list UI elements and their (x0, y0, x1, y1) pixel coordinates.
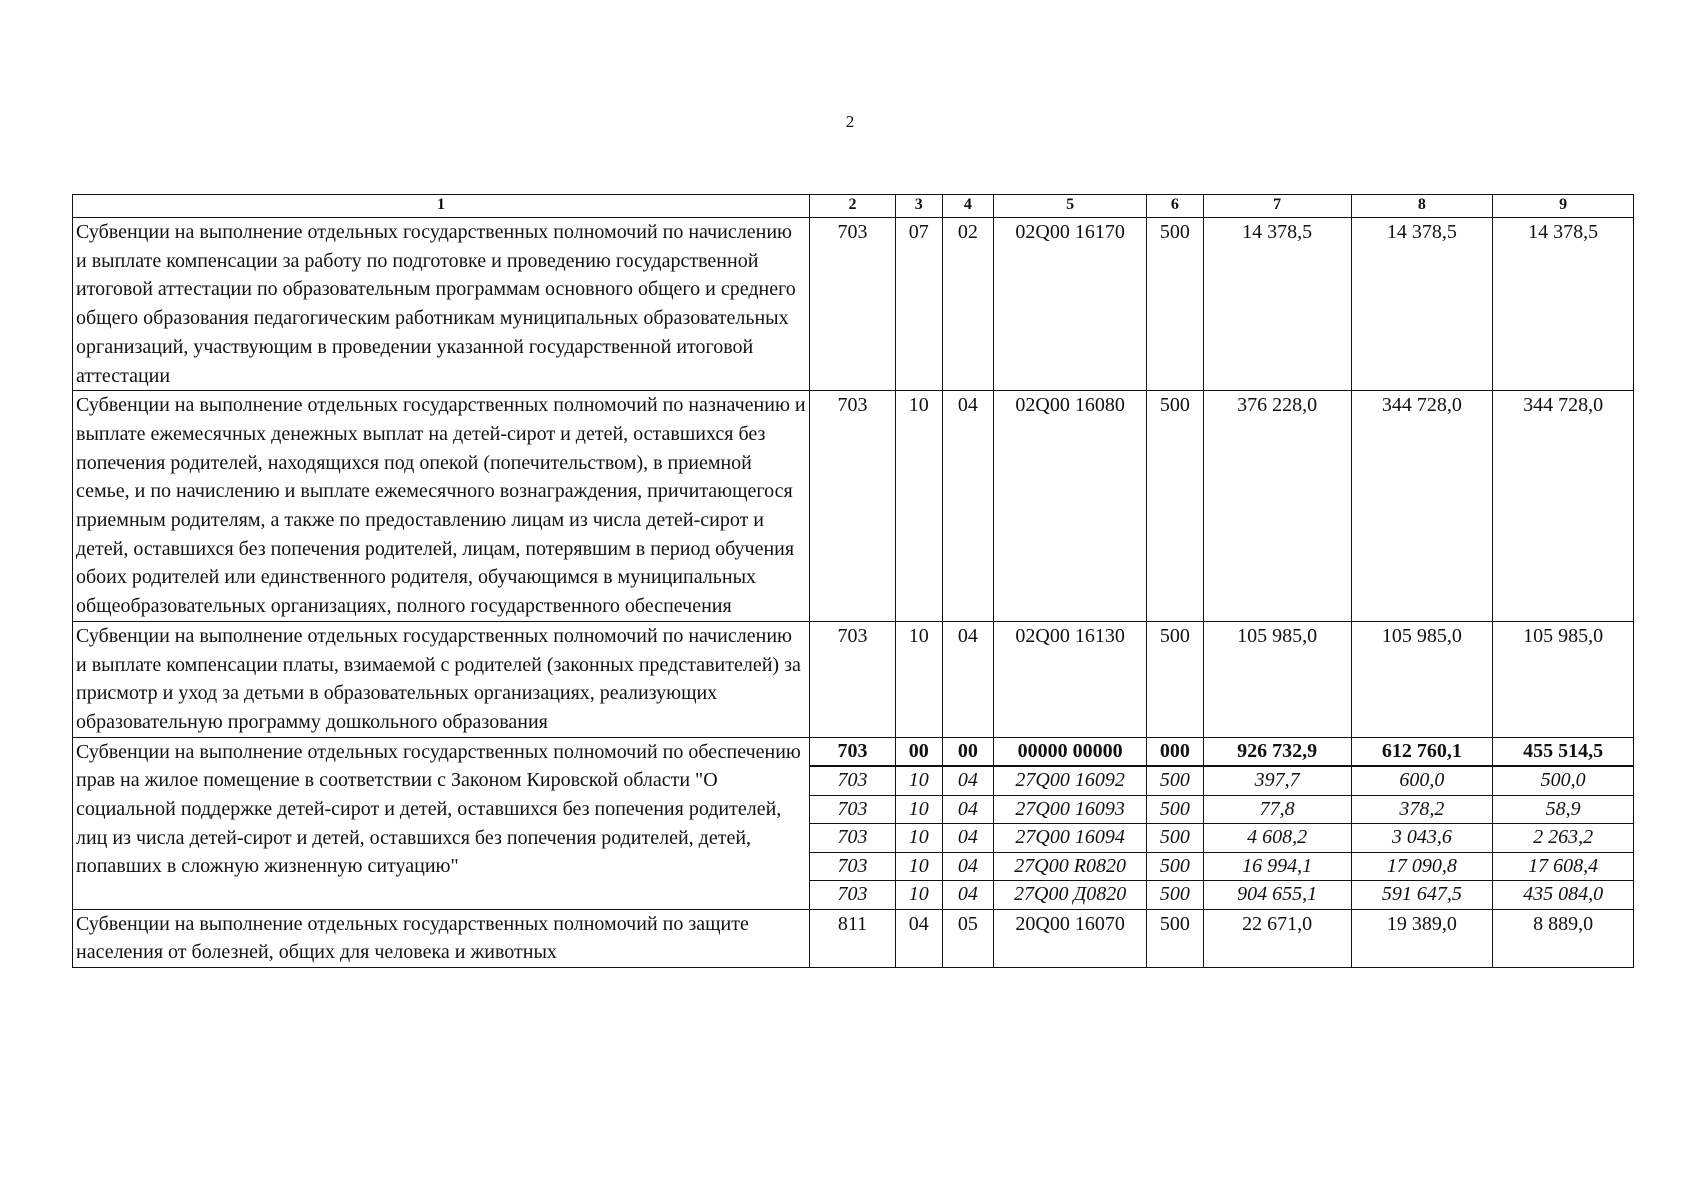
cell-ministry: 703 (809, 852, 895, 881)
cell-subsection: 04 (942, 391, 994, 622)
cell-section: 07 (896, 218, 943, 391)
group-total-row (73, 737, 1634, 766)
cell-target: 27Q00 16094 (994, 824, 1147, 853)
group-description: Субвенции на выполнение отдельных государственных полномочий по обеспечению прав на жилое помещение в соответствии с Законом Кировской области "О социальной поддержке детей-сирот и детей, оставшихся без попечения родителей, лиц из числа детей-сирот и детей, оставшихся без попечения родителей, детей, попавших в сложную жизненную ситуацию" (73, 737, 810, 909)
row-description: Субвенции на выполнение отдельных государственных полномочий по защите населения от болезней, общих для человека и животных (73, 909, 810, 967)
cell-subsection: 04 (942, 824, 994, 853)
table-row (73, 621, 1634, 737)
cell-amount-2: 600,0 (1351, 766, 1493, 795)
cell-amount-3: 14 378,5 (1493, 218, 1634, 391)
cell-amount-1: 16 994,1 (1203, 852, 1351, 881)
cell-target: 27Q00 16092 (994, 766, 1147, 795)
cell-amount-3: 8 889,0 (1493, 909, 1634, 967)
cell-section: 00 (896, 737, 943, 766)
cell-section: 10 (896, 824, 943, 853)
cell-amount-2: 591 647,5 (1351, 881, 1493, 910)
header-cell: 4 (942, 195, 994, 218)
cell-ministry: 703 (809, 881, 895, 910)
cell-amount-3: 17 608,4 (1493, 852, 1634, 881)
cell-target: 27Q00 16093 (994, 795, 1147, 824)
cell-amount-1: 14 378,5 (1203, 218, 1351, 391)
header-cell: 3 (896, 195, 943, 218)
cell-section: 10 (896, 795, 943, 824)
cell-expense-type: 500 (1147, 391, 1204, 622)
cell-target: 02Q00 16080 (994, 391, 1147, 622)
cell-amount-1: 376 228,0 (1203, 391, 1351, 622)
cell-subsection: 04 (942, 795, 994, 824)
cell-amount-1: 397,7 (1203, 766, 1351, 795)
cell-section: 10 (896, 391, 943, 622)
cell-expense-type: 500 (1147, 824, 1204, 853)
cell-expense-type: 500 (1147, 881, 1204, 910)
header-cell: 1 (73, 195, 810, 218)
cell-subsection: 04 (942, 766, 994, 795)
cell-amount-2: 378,2 (1351, 795, 1493, 824)
table-row (73, 391, 1634, 622)
header-row (73, 195, 1634, 218)
cell-amount-2: 612 760,1 (1351, 737, 1493, 766)
cell-subsection: 04 (942, 852, 994, 881)
cell-section: 10 (896, 621, 943, 737)
cell-ministry: 703 (809, 391, 895, 622)
cell-subsection: 02 (942, 218, 994, 391)
cell-target: 02Q00 16170 (994, 218, 1147, 391)
cell-amount-3: 344 728,0 (1493, 391, 1634, 622)
cell-section: 10 (896, 881, 943, 910)
page-number: 2 (845, 112, 855, 131)
cell-amount-3: 500,0 (1493, 766, 1634, 795)
table-row (73, 218, 1634, 391)
cell-subsection: 04 (942, 881, 994, 910)
budget-table (72, 194, 1634, 968)
table-row (73, 909, 1634, 967)
header-cell: 9 (1493, 195, 1634, 218)
cell-target: 27Q00 R0820 (994, 852, 1147, 881)
row-description: Субвенции на выполнение отдельных государственных полномочий по начислению и выплате компенсации платы, взимаемой с родителей (законных представителей) за присмотр и уход за детьми в образовательных организациях, реализующих образовательную программу дошкольного образования (73, 621, 810, 737)
cell-amount-3: 455 514,5 (1493, 737, 1634, 766)
cell-section: 10 (896, 766, 943, 795)
cell-ministry: 811 (809, 909, 895, 967)
cell-ministry: 703 (809, 218, 895, 391)
cell-expense-type: 000 (1147, 737, 1204, 766)
cell-amount-2: 344 728,0 (1351, 391, 1493, 622)
cell-expense-type: 500 (1147, 766, 1204, 795)
header-cell: 7 (1203, 195, 1351, 218)
cell-subsection: 00 (942, 737, 994, 766)
cell-ministry: 703 (809, 621, 895, 737)
cell-ministry: 703 (809, 795, 895, 824)
cell-amount-1: 105 985,0 (1203, 621, 1351, 737)
cell-amount-2: 3 043,6 (1351, 824, 1493, 853)
cell-ministry: 703 (809, 766, 895, 795)
cell-amount-1: 4 608,2 (1203, 824, 1351, 853)
cell-expense-type: 500 (1147, 795, 1204, 824)
cell-expense-type: 500 (1147, 909, 1204, 967)
cell-subsection: 05 (942, 909, 994, 967)
row-description: Субвенции на выполнение отдельных государственных полномочий по назначению и выплате ежемесячных денежных выплат на детей-сирот и детей, оставшихся без попечения родителей, находящихся под опекой (попечительством), в приемной семье, и по начислению и выплате ежемесячного вознаграждения, причитающегося приемным родителям, а также по предоставлению лицам из числа детей-сирот и детей, оставшихся без попечения родителей, лицам, потерявшим в период обучения обоих родителей или единственного родителя, обучающимся в муниципальных общеобразовательных организациях, полного государственного обеспечения (73, 391, 810, 622)
cell-target: 20Q00 16070 (994, 909, 1147, 967)
cell-amount-3: 435 084,0 (1493, 881, 1634, 910)
cell-ministry: 703 (809, 824, 895, 853)
cell-amount-1: 926 732,9 (1203, 737, 1351, 766)
cell-target: 02Q00 16130 (994, 621, 1147, 737)
cell-amount-1: 77,8 (1203, 795, 1351, 824)
cell-expense-type: 500 (1147, 621, 1204, 737)
cell-ministry: 703 (809, 737, 895, 766)
cell-amount-3: 2 263,2 (1493, 824, 1634, 853)
header-cell: 8 (1351, 195, 1493, 218)
header-cell: 2 (809, 195, 895, 218)
cell-subsection: 04 (942, 621, 994, 737)
header-cell: 5 (994, 195, 1147, 218)
cell-amount-1: 904 655,1 (1203, 881, 1351, 910)
cell-expense-type: 500 (1147, 218, 1204, 391)
cell-amount-3: 58,9 (1493, 795, 1634, 824)
cell-target: 00000 00000 (994, 737, 1147, 766)
cell-expense-type: 500 (1147, 852, 1204, 881)
cell-amount-2: 105 985,0 (1351, 621, 1493, 737)
header-cell: 6 (1147, 195, 1204, 218)
cell-target: 27Q00 Д0820 (994, 881, 1147, 910)
cell-section: 04 (896, 909, 943, 967)
cell-amount-2: 17 090,8 (1351, 852, 1493, 881)
cell-amount-3: 105 985,0 (1493, 621, 1634, 737)
cell-section: 10 (896, 852, 943, 881)
row-description: Субвенции на выполнение отдельных государственных полномочий по начислению и выплате компенсации за работу по подготовке и проведению государственной итоговой аттестации по образовательным программам основного общего и среднего общего образования педагогическим работникам муниципальных образовательных организаций, участвующим в проведении указанной государственной итоговой аттестации (73, 218, 810, 391)
cell-amount-2: 19 389,0 (1351, 909, 1493, 967)
cell-amount-1: 22 671,0 (1203, 909, 1351, 967)
cell-amount-2: 14 378,5 (1351, 218, 1493, 391)
